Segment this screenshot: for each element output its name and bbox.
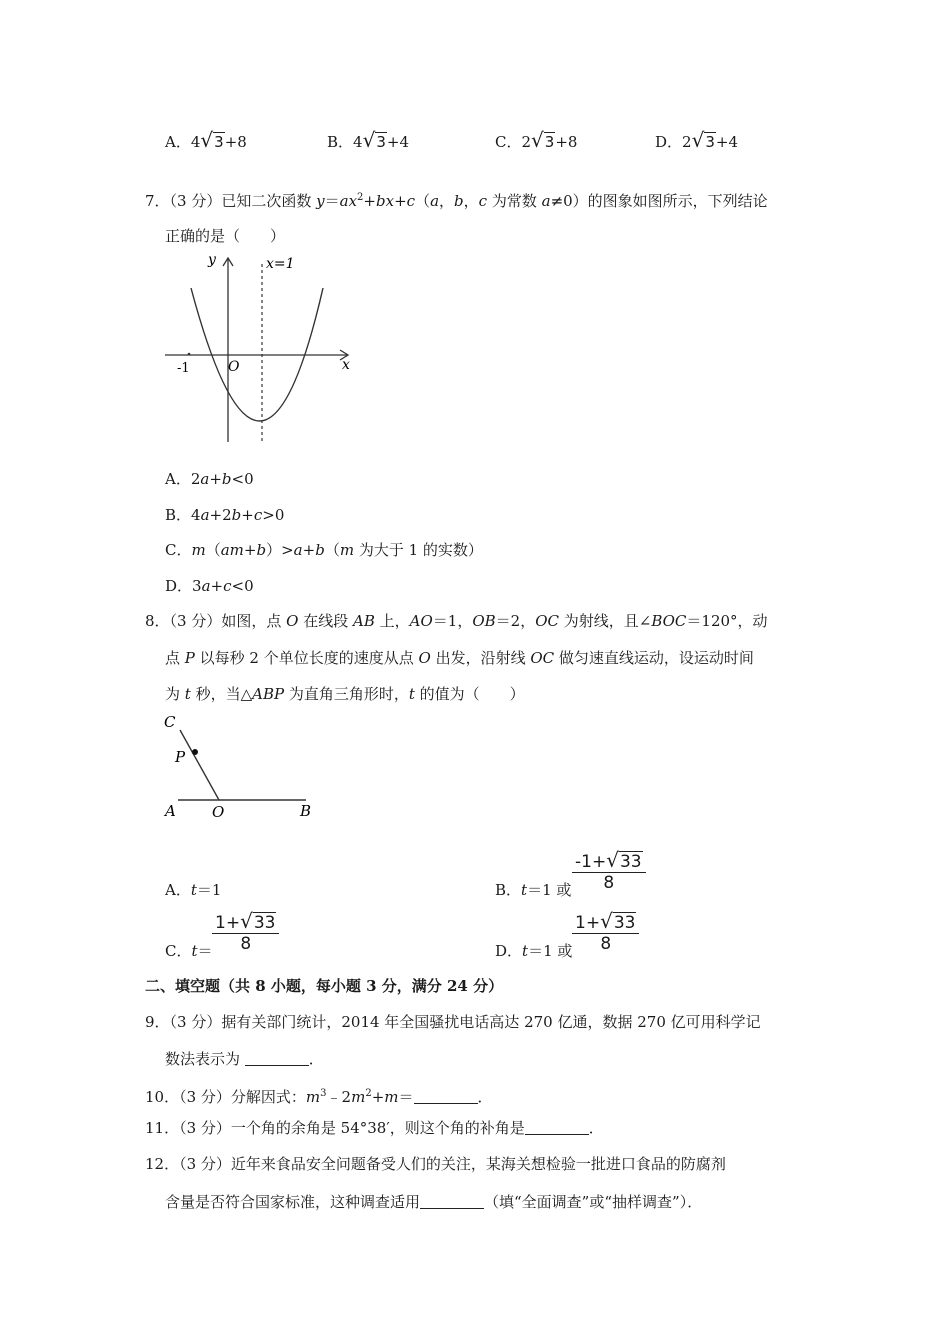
question-points: （3 分） [179, 1088, 231, 1106]
q8-option-d [495, 941, 572, 961]
stem-text: ． [477, 1088, 493, 1106]
var-t: t [521, 881, 528, 899]
var-c: c [478, 192, 488, 210]
stem-text: 为 [165, 685, 185, 703]
radical-sign-icon: √ [600, 909, 613, 933]
label-c: C [164, 713, 176, 731]
term: ﹣2 [326, 1088, 352, 1106]
stem-text: 秒，当△ [190, 685, 253, 703]
q8-option-d-fraction [572, 909, 639, 954]
radicand: 3 [214, 133, 224, 151]
stem-text: 为射线，且∠ [558, 612, 652, 630]
stem-text: 为直角三角形时， [284, 685, 409, 703]
term: + [243, 541, 257, 559]
answer-blank[interactable] [245, 1051, 309, 1066]
q7-option-c [165, 540, 483, 560]
option-label: A． [165, 881, 191, 899]
radicand: 33 [613, 913, 636, 933]
var: b [221, 470, 232, 488]
q12-stem-line1 [145, 1154, 726, 1174]
option-label: C． [495, 133, 522, 151]
var: a [293, 541, 303, 559]
radical-sign-icon: √ [240, 909, 253, 933]
tick-minus1 [188, 353, 191, 356]
value: ＝ [197, 942, 213, 960]
term: 1+ [215, 913, 241, 933]
var-ax: ax [339, 192, 358, 210]
term: + [209, 470, 222, 488]
label-o: O [212, 803, 225, 821]
term: +8 [555, 133, 578, 151]
paren: （ [415, 192, 431, 210]
sqrt-expression [200, 130, 224, 152]
q7-option-b [165, 505, 284, 525]
radical-sign-icon: √ [531, 128, 544, 152]
comma: ， [439, 192, 455, 210]
q6-option-a [165, 130, 247, 152]
var-m: m [305, 1088, 321, 1106]
value: ＝1 [196, 881, 222, 899]
radicand: 33 [253, 913, 276, 933]
option-label: B． [327, 133, 354, 151]
term: ＝ [398, 1088, 414, 1106]
exponent: 3 [320, 1088, 327, 1099]
q8-option-b [495, 880, 571, 900]
q8-stem-line3 [165, 684, 525, 704]
denominator: 8 [600, 934, 612, 954]
var-bx: bx [376, 192, 395, 210]
q6-option-d [655, 130, 738, 152]
var: ABP [252, 685, 285, 703]
radicand: 3 [376, 133, 386, 151]
option-label: B． [165, 506, 192, 524]
var: OC [530, 649, 555, 667]
stem-text: 已知二次函数 [221, 192, 317, 210]
var: m [339, 541, 355, 559]
origin-label: O [228, 359, 240, 375]
var: m [191, 541, 206, 559]
stem-text: 近年来食品安全问题备受人们的关注，某海关想检验一批进口食品的防腐剂 [230, 1155, 726, 1173]
q8-stem-line2 [165, 648, 754, 668]
var-a: a [541, 192, 551, 210]
option-label: C． [165, 942, 192, 960]
answer-blank[interactable] [525, 1120, 589, 1135]
option-label: D． [165, 577, 193, 595]
denominator: 8 [240, 934, 252, 954]
term: 为大于 1 的实数） [354, 541, 483, 559]
radical-sign-icon: √ [691, 128, 705, 152]
option-label: D． [495, 942, 523, 960]
term: +8 [224, 133, 247, 151]
q10-stem [145, 1084, 493, 1107]
radicand: 3 [544, 133, 555, 151]
q9-stem-line2 [165, 1049, 324, 1069]
q9-stem-line1 [145, 1012, 761, 1032]
var: AO [409, 612, 433, 630]
radical-sign-icon: √ [362, 128, 376, 152]
value: ＝1 或 [528, 942, 573, 960]
numerator [212, 909, 279, 934]
var-t: t [191, 942, 198, 960]
term: <0 [231, 577, 254, 595]
term: +2 [209, 506, 232, 524]
var-b: b [454, 192, 464, 210]
var-y: y [316, 192, 325, 210]
term: （ [205, 541, 221, 559]
plus: + [363, 192, 376, 210]
stem-text: ≠0）的图象如图所示，下列结论 [550, 192, 768, 210]
question-number: 8． [145, 612, 170, 630]
stem-text: 点 [165, 649, 185, 667]
answer-blank[interactable] [420, 1194, 484, 1209]
symmetry-axis-label: x=1 [266, 256, 295, 272]
ray-oc [180, 730, 219, 800]
q7-option-a [165, 469, 254, 489]
numerator [572, 848, 646, 873]
minus1-label: -1 [177, 361, 190, 376]
sqrt-expression [692, 130, 716, 152]
label-a: A [165, 802, 176, 820]
coefficient: 4 [190, 133, 201, 151]
term: + [241, 506, 254, 524]
q8-option-c-fraction [212, 909, 279, 954]
question-points: （3 分） [169, 192, 222, 210]
comma: ， [463, 192, 479, 210]
question-number: 9． [145, 1013, 170, 1031]
stem-text: 数法表示为 [165, 1050, 245, 1068]
ray-figure [160, 710, 325, 825]
stem-text: 以每秒 2 个单位长度的速度从点 [194, 649, 419, 667]
exponent: 2 [365, 1088, 372, 1099]
term: 2 [190, 470, 201, 488]
var: b [231, 506, 242, 524]
term: >0 [262, 506, 285, 524]
stem-text: 上， [374, 612, 410, 630]
coefficient: 4 [353, 133, 363, 151]
stem-text: 做匀速直线运动，设运动时间 [554, 649, 754, 667]
stem-text: ． [308, 1050, 324, 1068]
question-number: 10． [145, 1088, 180, 1106]
coefficient: 2 [682, 133, 692, 151]
stem-text: 含量是否符合国家标准，这种调查适用 [165, 1193, 421, 1211]
question-number: 7． [145, 192, 170, 210]
q12-stem-line2 [165, 1192, 702, 1212]
var-m: m [351, 1088, 366, 1106]
question-points: （3 分） [169, 1013, 222, 1031]
question-number: 12． [145, 1155, 180, 1173]
q8-option-b-fraction [572, 848, 646, 893]
var-t: t [190, 881, 197, 899]
label-p: P [175, 748, 186, 766]
term: -1+ [575, 852, 607, 872]
var: t [184, 685, 191, 703]
q6-option-c [495, 130, 577, 152]
sqrt-expression [363, 130, 387, 152]
question-points: （3 分） [179, 1155, 231, 1173]
point-p [192, 749, 198, 755]
var: b [315, 541, 325, 559]
stem-text: 据有关部门统计，2014 年全国骚扰电话高达 270 亿通，数据 270 亿可用科学记 [221, 1013, 761, 1031]
var: BOC [651, 612, 687, 630]
option-label: A． [165, 470, 191, 488]
var: O [418, 649, 431, 667]
term: ）> [266, 541, 294, 559]
label-b: B [300, 802, 312, 820]
term: + [210, 577, 224, 595]
q8-option-a [165, 880, 221, 900]
option-label: C． [165, 541, 192, 559]
var-a: a [430, 192, 440, 210]
radical-sign-icon: √ [200, 128, 214, 152]
section-title: 二、填空题（共 8 小题，每小题 3 分，满分 24 分） [145, 977, 504, 995]
term: <0 [231, 470, 254, 488]
var: a [200, 506, 210, 524]
q8-stem-line1 [145, 611, 768, 631]
option-label: A． [165, 133, 191, 151]
radicand: 3 [705, 133, 715, 151]
sqrt-expression [531, 130, 555, 152]
var: c [223, 577, 232, 595]
stem-text: （填“全面调查”或“抽样调查”）． [484, 1193, 703, 1211]
question-points: （3 分） [179, 1119, 231, 1137]
term: （ [324, 541, 340, 559]
q7-stem-line1 [145, 188, 768, 211]
var: O [286, 612, 299, 630]
var: AB [353, 612, 375, 630]
answer-blank[interactable] [414, 1089, 478, 1104]
question-number: 11． [145, 1119, 180, 1137]
var-t: t [522, 942, 529, 960]
option-label: B． [495, 881, 522, 899]
term: + [302, 541, 316, 559]
term: + [371, 1088, 385, 1106]
plus: + [394, 192, 407, 210]
var: a [201, 577, 211, 595]
stem-text: 的值为（ ） [414, 685, 525, 703]
var: b [256, 541, 267, 559]
var: a [200, 470, 210, 488]
var: c [253, 506, 263, 524]
stem-text: 为常数 [487, 192, 542, 210]
q7-stem-line2: 正确的是（ ） [165, 227, 286, 245]
stem-text: ＝1， [432, 612, 473, 630]
exponent: 2 [357, 192, 364, 203]
stem-text: 出发，沿射线 [430, 649, 531, 667]
term: +4 [386, 133, 409, 151]
var-c: c [406, 192, 416, 210]
stem-text: ＝120°，动 [686, 612, 768, 630]
numerator [572, 909, 639, 934]
var: t [408, 685, 415, 703]
q6-option-b [327, 130, 409, 152]
var: OC [535, 612, 559, 630]
stem-text: ． [588, 1119, 604, 1137]
value: ＝1 或 [527, 881, 572, 899]
x-axis-label: x [342, 357, 350, 373]
denominator: 8 [603, 873, 615, 893]
question-points: （3 分） [169, 612, 222, 630]
var: am [220, 541, 244, 559]
q8-option-c [165, 941, 213, 961]
coefficient: 2 [521, 133, 532, 151]
term: +4 [715, 133, 738, 151]
term: 4 [191, 506, 201, 524]
q11-stem [145, 1118, 604, 1138]
parabola-graph [160, 250, 360, 450]
y-axis-label: y [208, 252, 216, 268]
stem-text: 一个角的余角是 54°38′，则这个角的补角是 [230, 1119, 525, 1137]
stem-text: ＝2， [495, 612, 536, 630]
term: 1+ [575, 913, 601, 933]
option-label: D． [655, 133, 683, 151]
equals: ＝ [324, 192, 340, 210]
stem-text: 分解因式： [230, 1088, 306, 1106]
radicand: 33 [619, 852, 642, 872]
stem-text: 如图，点 [221, 612, 287, 630]
stem-text: 在线段 [298, 612, 353, 630]
radical-sign-icon: √ [606, 848, 619, 872]
var: P [184, 649, 195, 667]
var-m: m [384, 1088, 399, 1106]
var: OB [472, 612, 496, 630]
term: 3 [192, 577, 202, 595]
q7-option-d [165, 576, 254, 596]
